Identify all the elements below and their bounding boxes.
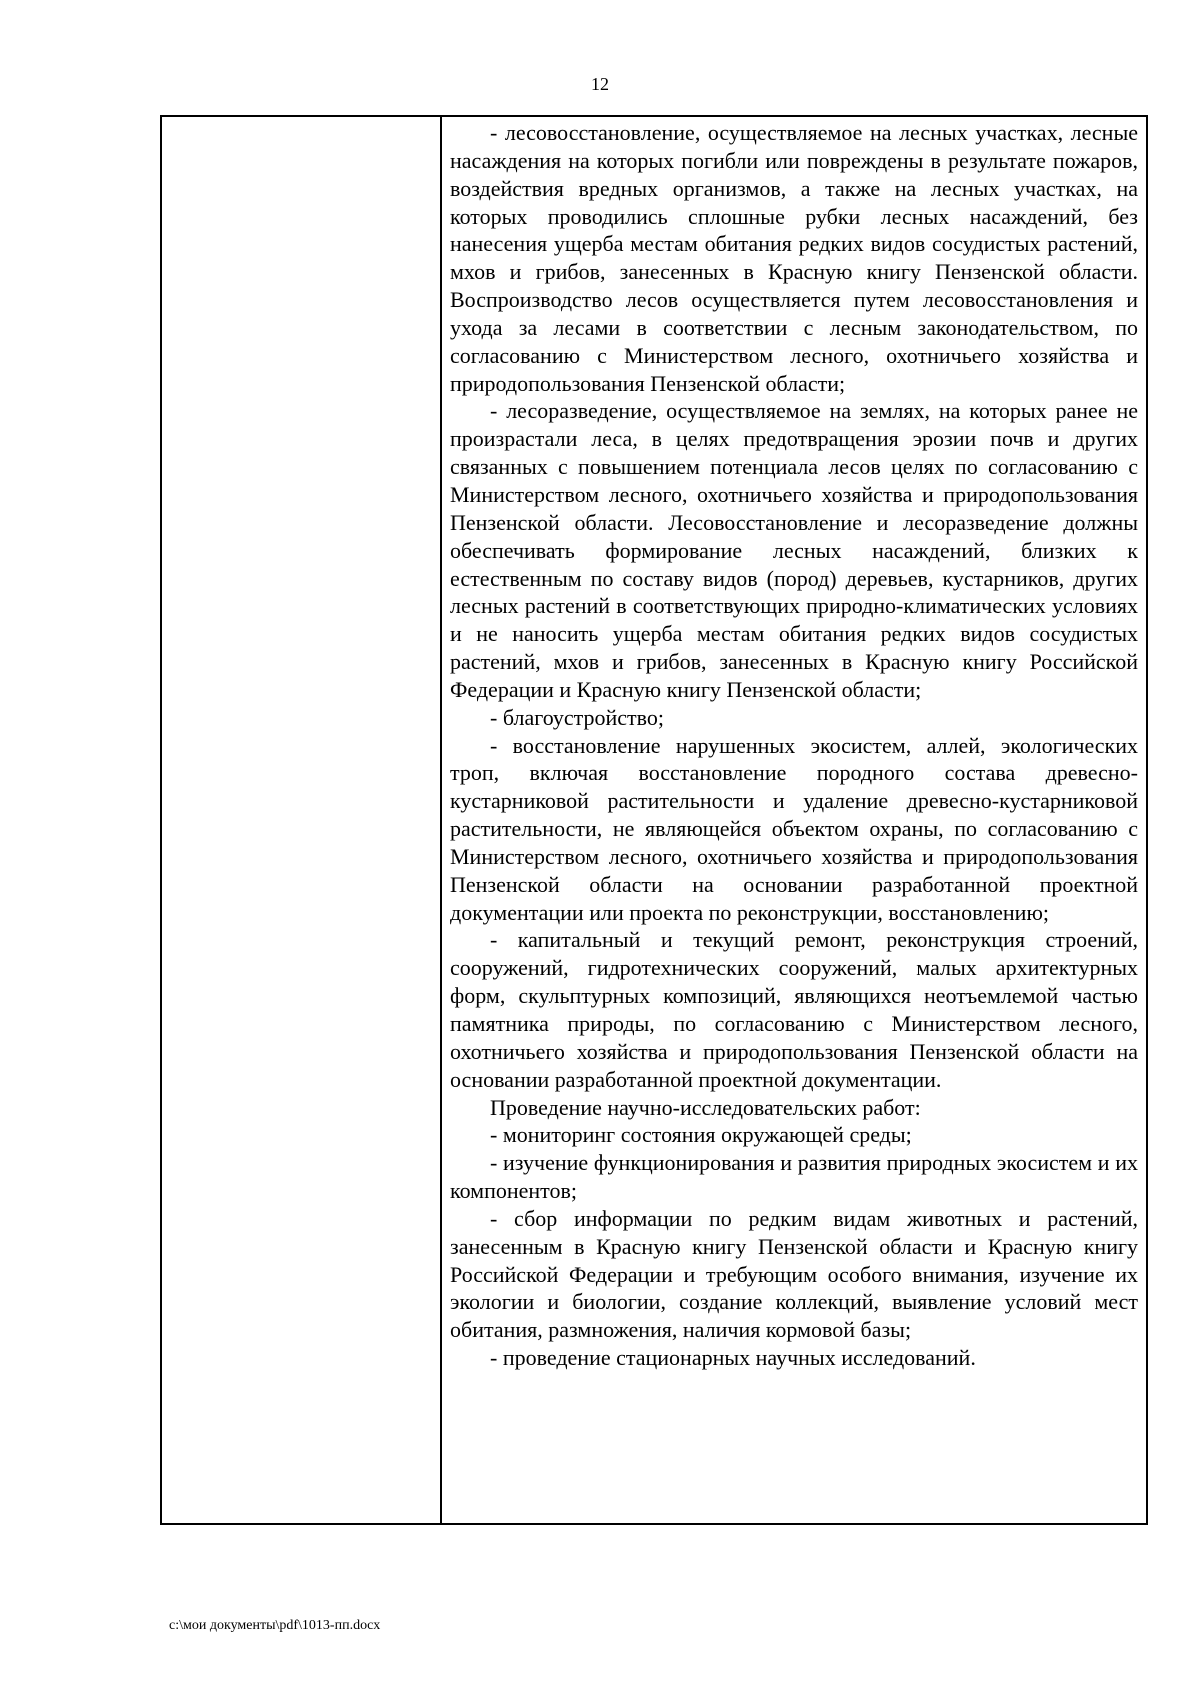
paragraph-stationary-research: - проведение стационарных научных исследований. xyxy=(490,1345,976,1371)
table-cell-left-empty xyxy=(162,117,440,1523)
paragraph-monitoring: - мониторинг состояния окружающей среды; xyxy=(490,1122,912,1148)
table-column-divider xyxy=(440,117,442,1523)
paragraph-reforestation: - лесовосстановление, осуществляемое на лесных участках, лесные насаждения на которых погибли или повреждены в результате пожаров, воздействия вредных организмов, а также на лесных участках, на которых проводились сплошные рубки лесных насаждений, без нанесения ущерба местам обитания редких видов сосудистых растений, мхов и грибов, занесенных в Красную книгу Пензенской области. Воспроизводство лесов осуществляется путем лесовосстановления и ухода за лесами в соответствии с лесным законодательством, по согласованию с Министерством лесного, охотничьего хозяйства и природопользования Пензенской области; xyxy=(450,120,1138,396)
document-table xyxy=(160,115,1148,1525)
paragraph-ecosystem-study: - изучение функционирования и развития природных экосистем и их компонентов; xyxy=(450,1150,1138,1204)
paragraph-landscaping: - благоустройство; xyxy=(490,704,665,730)
paragraph-research-heading: Проведение научно-исследовательских работ: xyxy=(490,1094,921,1120)
page-number: 12 xyxy=(591,74,609,94)
paragraph-rare-species-info: - сбор информации по редким видам животных и растений, занесенным в Красную книгу Пензенской области и Красную книгу Российской Федерации и требующим особого внимания, изучение их экологии и биологии, создание коллекций, выявление условий мест обитания, размножения, наличия кормовой базы; xyxy=(450,1205,1138,1343)
paragraph-ecosystem-restoration: - восстановление нарушенных экосистем, аллей, экологических троп, включая восстановление породного состава древесно-кустарниковой растительности и удаление древесно-кустарниковой растительности, не являющейся объектом охраны, по согласованию с Министерством лесного, охотничьего хозяйства и природопользования Пензенской области на основании разработанной проектной документации или проекта по реконструкции, восстановлению; xyxy=(450,732,1138,925)
footer-file-path: c:\мои документы\pdf\1013-пп.docx xyxy=(169,1618,381,1633)
table-cell-right xyxy=(450,119,1138,1372)
paragraph-repair-reconstruction: - капитальный и текущий ремонт, реконструкция строений, сооружений, гидротехнических сооружений, малых архитектурных форм, скульптурных композиций, являющихся неотъемлемой частью памятника природы, по согласованию с Министерством лесного, охотничьего хозяйства и природопользования Пензенской области на основании разработанной проектной документации. xyxy=(450,927,1138,1092)
paragraph-afforestation: - лесоразведение, осуществляемое на землях, на которых ранее не произрастали леса, в целях предотвращения эрозии почв и других связанных с повышением потенциала лесов целях по согласованию с Министерством лесного, охотничьего хозяйства и природопользования Пензенской области. Лесовосстановление и лесоразведение должны обеспечивать формирование лесных насаждений, близких к естественным по составу видов (пород) деревьев, кустарников, других лесных растений в соответствующих природно-климатических условиях и не наносить ущерба местам обитания редких видов сосудистых растений, мхов и грибов, занесенных в Красную книгу Российской Федерации и Красную книгу Пензенской области; xyxy=(450,398,1138,702)
